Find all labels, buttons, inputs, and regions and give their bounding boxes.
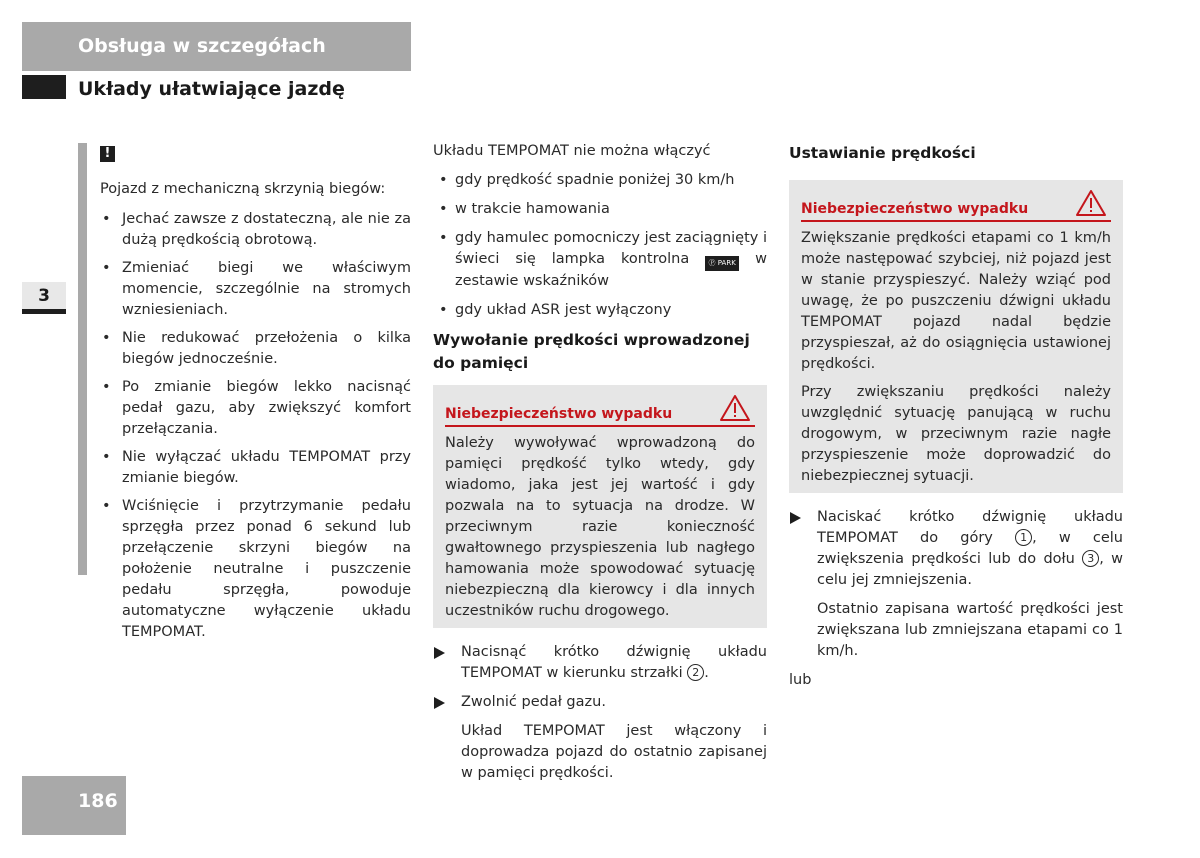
list-item: • Nie redukować przełożenia o kilka biegów jednocześnie.	[100, 328, 411, 370]
step-result: Ostatnio zapisana wartość prędkości jest zwiększana lub zmniejszana etapami co 1 km/h.	[817, 601, 1123, 659]
danger-text: Przy zwiększaniu prędkości należy uwzględnić sytuację panującą w ruchu drogowym, w przeciwnym razie nagłe przyspieszenie może doprowadzić do niebezpiecznej sytuacji.	[801, 384, 1111, 484]
danger-text: Należy wywoływać wprowadzoną do pamięci prędkość tylko wtedy, gdy wiadomo, jaka jest jej wartość i gdy pozwala na to sytuacja na drodze. W przeciwnym razie konieczność gwałtownego przyspieszenia lub nagłego hamowania może spowodować sytuację niebezpieczną dla kierowcy i dla innych uczestników ruchu drogowego.	[445, 435, 755, 619]
instruction-step	[433, 692, 767, 713]
chapter-tab	[22, 282, 66, 314]
list-item: • Po zmianie biegów lekko nacisnąć pedał gazu, aby zwiększyć komfort przełączania.	[100, 377, 411, 440]
step-text: , w celu zwiększenia prędkości lub do dołu	[817, 530, 1123, 567]
step-arrow-icon	[434, 697, 445, 709]
list-item: • Nie wyłączać układu TEMPOMAT przy zmianie biegów.	[100, 447, 411, 489]
list-item: • w trakcie hamowania	[433, 199, 767, 220]
page-number: 186	[78, 790, 118, 812]
list-item: • gdy układ ASR jest wyłączony	[433, 300, 767, 321]
warning-triangle-icon	[1075, 189, 1107, 217]
page-number-box	[22, 776, 126, 835]
danger-box	[433, 385, 767, 628]
list-item: • gdy prędkość spadnie poniżej 30 km/h	[433, 170, 767, 191]
list-item: • Wciśnięcie i przytrzymanie pedału sprzęgła przez ponad 6 sekund lub przełączenie skrzyni biegów na położenie neutralne i puszczenie pedału sprzęgła, powoduje automatyczne wyłączenie układu TEMPOMAT.	[100, 496, 411, 643]
step-text: Nacisnąć krótko dźwignię układu TEMPOMAT w kierunku strzałki	[461, 644, 767, 681]
danger-box	[789, 180, 1123, 493]
caution-intro: Pojazd z mechaniczną skrzynią biegów:	[100, 181, 386, 197]
caution-list	[100, 209, 411, 643]
warning-triangle-icon	[719, 394, 751, 422]
set-speed-heading: Ustawianie prędkości	[789, 144, 976, 162]
step-arrow-icon	[434, 647, 445, 659]
danger-header	[445, 399, 755, 427]
instruction-step	[433, 642, 767, 684]
danger-title: Niebezpieczeństwo wypadku	[801, 201, 1029, 217]
tempomat-conditions	[433, 170, 767, 321]
chapter-number: 3	[38, 286, 50, 306]
tempomat-intro: Układu TEMPOMAT nie można włączyć	[433, 143, 711, 159]
column-recall-speed	[433, 141, 767, 784]
step-arrow-icon	[790, 512, 801, 524]
condition-text: w zestawie wskaźników	[455, 251, 767, 289]
step-text: .	[704, 665, 709, 681]
danger-header	[801, 194, 1111, 222]
step-text: Zwolnić pedał gazu.	[461, 694, 606, 710]
subsection-marker	[22, 75, 66, 99]
callout-number: 1	[1015, 529, 1032, 546]
step-text: Naciskać krótko dźwignię układu TEMPOMAT do góry	[817, 509, 1123, 546]
subsection-title: Układy ułatwiające jazdę	[78, 78, 345, 100]
danger-title: Niebezpieczeństwo wypadku	[445, 406, 673, 422]
list-item	[433, 228, 767, 292]
parking-brake-lamp-icon: Ⓟ PARK	[705, 256, 739, 271]
instruction-step	[789, 507, 1123, 591]
caution-icon: !	[100, 146, 115, 162]
section-title: Obsługa w szczegółach	[78, 35, 326, 57]
danger-text: Zwiększanie prędkości etapami co 1 km/h może następować szybciej, niż pojazd jest w stanie przyspieszyć. Należy wziąć pod uwagę, że po puszczeniu dźwigni układu TEMPOMAT pojazd nadal będzie przyspieszał, aż do osiągnięcia ustawionej prędkości.	[801, 230, 1111, 372]
column-set-speed	[789, 141, 1123, 691]
list-item: • Jechać zawsze z dostateczną, ale nie za dużą prędkością obrotową.	[100, 209, 411, 251]
continuation-text: lub	[789, 672, 812, 688]
callout-number: 3	[1082, 550, 1099, 567]
callout-number: 2	[687, 664, 704, 681]
section-header	[22, 22, 411, 71]
lamp-label: PARK	[717, 259, 736, 267]
caution-note	[78, 143, 411, 640]
condition-text: gdy hamulec pomocniczy jest zaciągnięty i świeci się lampka kontrolna	[455, 230, 767, 267]
step-result: Układ TEMPOMAT jest włączony i doprowadza pojazd do ostatnio zapisanej w pamięci prędkości.	[461, 723, 767, 781]
recall-heading: Wywołanie prędkości wprowadzonej do pamięci	[433, 331, 750, 372]
list-item: • Zmieniać biegi we właściwym momencie, szczególnie na stromych wzniesieniach.	[100, 258, 411, 321]
step-text: , w celu jej zmniejszenia.	[817, 551, 1123, 588]
